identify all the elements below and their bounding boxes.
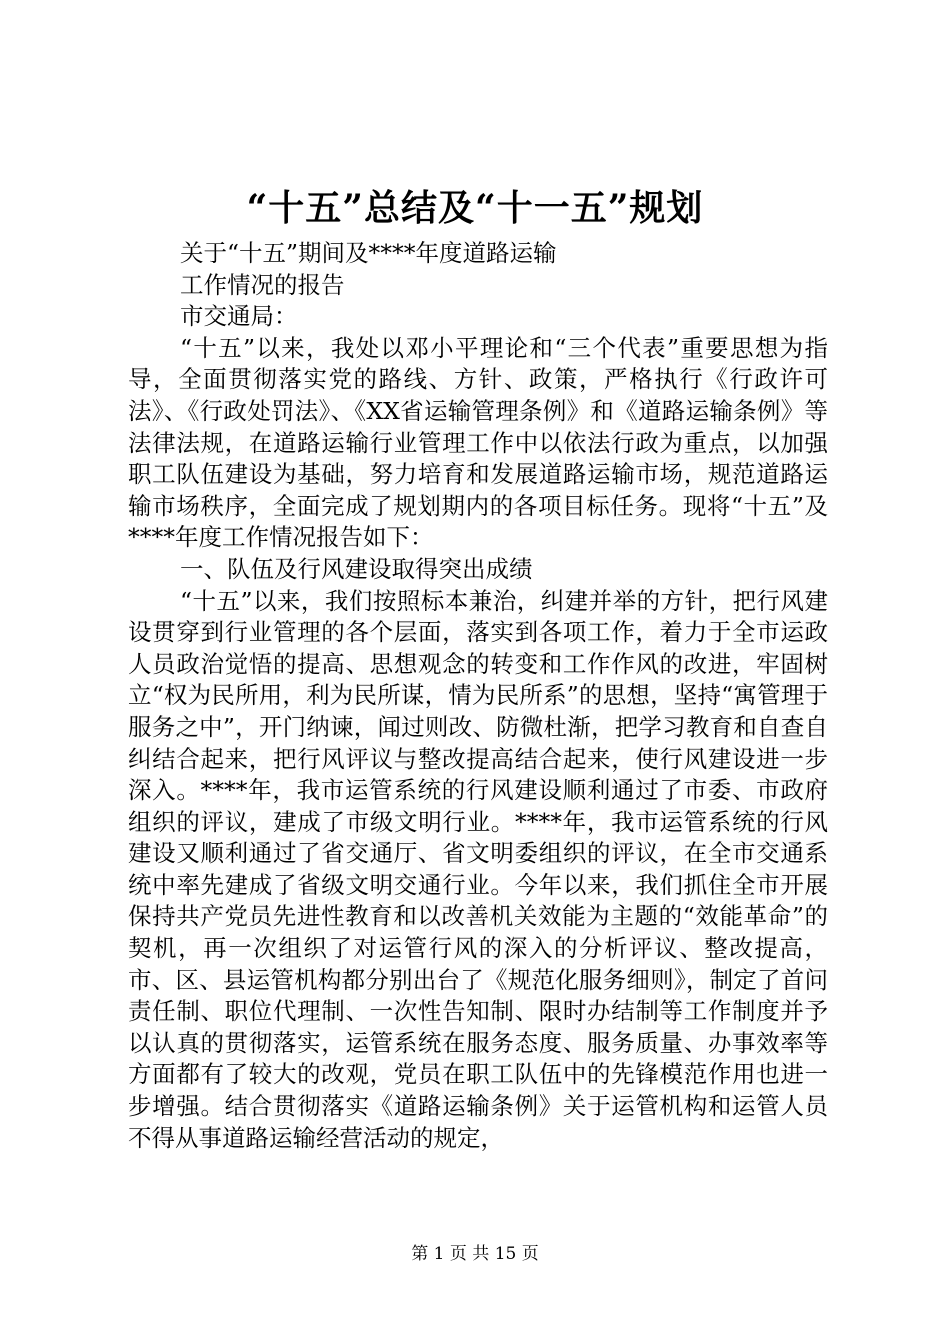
paragraph-section-1: “十五”以来，我们按照标本兼治，纠建并举的方针，把行风建设贯穿到行业管理的各个层面，落实到各项工作，着力于全市运政人员政治觉悟的提高、思想观念的转变和工作作风的改进，牢固树立“权为民所用，利为民所谋，情为民所系”的思想，坚持“寓管理于服务之中”，开门纳谏，闻过则改、防微杜渐，把学习教育和自查自纠结合起来，把行风评议与整改提高结合起来，使行风建设进一步深入。****年，我市运管系统的行风建设顺利通过了市委、市政府组织的评议，建成了市级文明行业。****年，我市运管系统的行风建设又顺利通过了省交通厅、省文明委组织的评议，在全市交通系统中率先建成了省级文明交通行业。今年以来，我们抓住全市开展保持共产党员先进性教育和以改善机关效能为主题的“效能革命”的契机，再一次组织了对运管行风的深入的分析评议、整改提高，市、区、县运管机构都分别出台了《规范化服务细则》，制定了首问责任制、职位代理制、一次性告知制、限时办结制等工作制度并予以认真的贯彻落实，运管系统在服务态度、服务质量、办事效率等方面都有了较大的改观，党员在职工队伍中的先锋模范作用也进一步增强。结合贯彻落实《道路运输条例》关于运管机构和运管人员不得从事道路运输经营活动的规定，: [128, 586, 828, 1152]
salutation: 市交通局：: [180, 302, 298, 331]
paragraph-intro: “十五”以来，我处以邓小平理论和“三个代表”重要思想为指导，全面贯彻落实党的路线、方针、政策，严格执行《行政许可法》、《行政处罚法》、《XX省运输管理条例》和《道路运输条例》等法律法规，在道路运输行业管理工作中以依法行政为重点，以加强职工队伍建设为基础，努力培育和发展道路运输市场，规范道路运输市场秩序，全面完成了规划期内的各项目标任务。现将“十五”及****年度工作情况报告如下：: [128, 333, 828, 552]
document-title: “十五”总结及“十一五”规划: [246, 187, 704, 229]
document-body: [128, 238, 828, 1154]
page-number-footer: 第 1 页 共 15 页: [411, 1244, 539, 1264]
section-heading-1: 一、队伍及行风建设取得突出成绩: [180, 554, 533, 583]
subtitle-line-2: 工作情况的报告: [180, 270, 345, 299]
subtitle-line-1: 关于“十五”期间及****年度道路运输: [180, 239, 557, 267]
